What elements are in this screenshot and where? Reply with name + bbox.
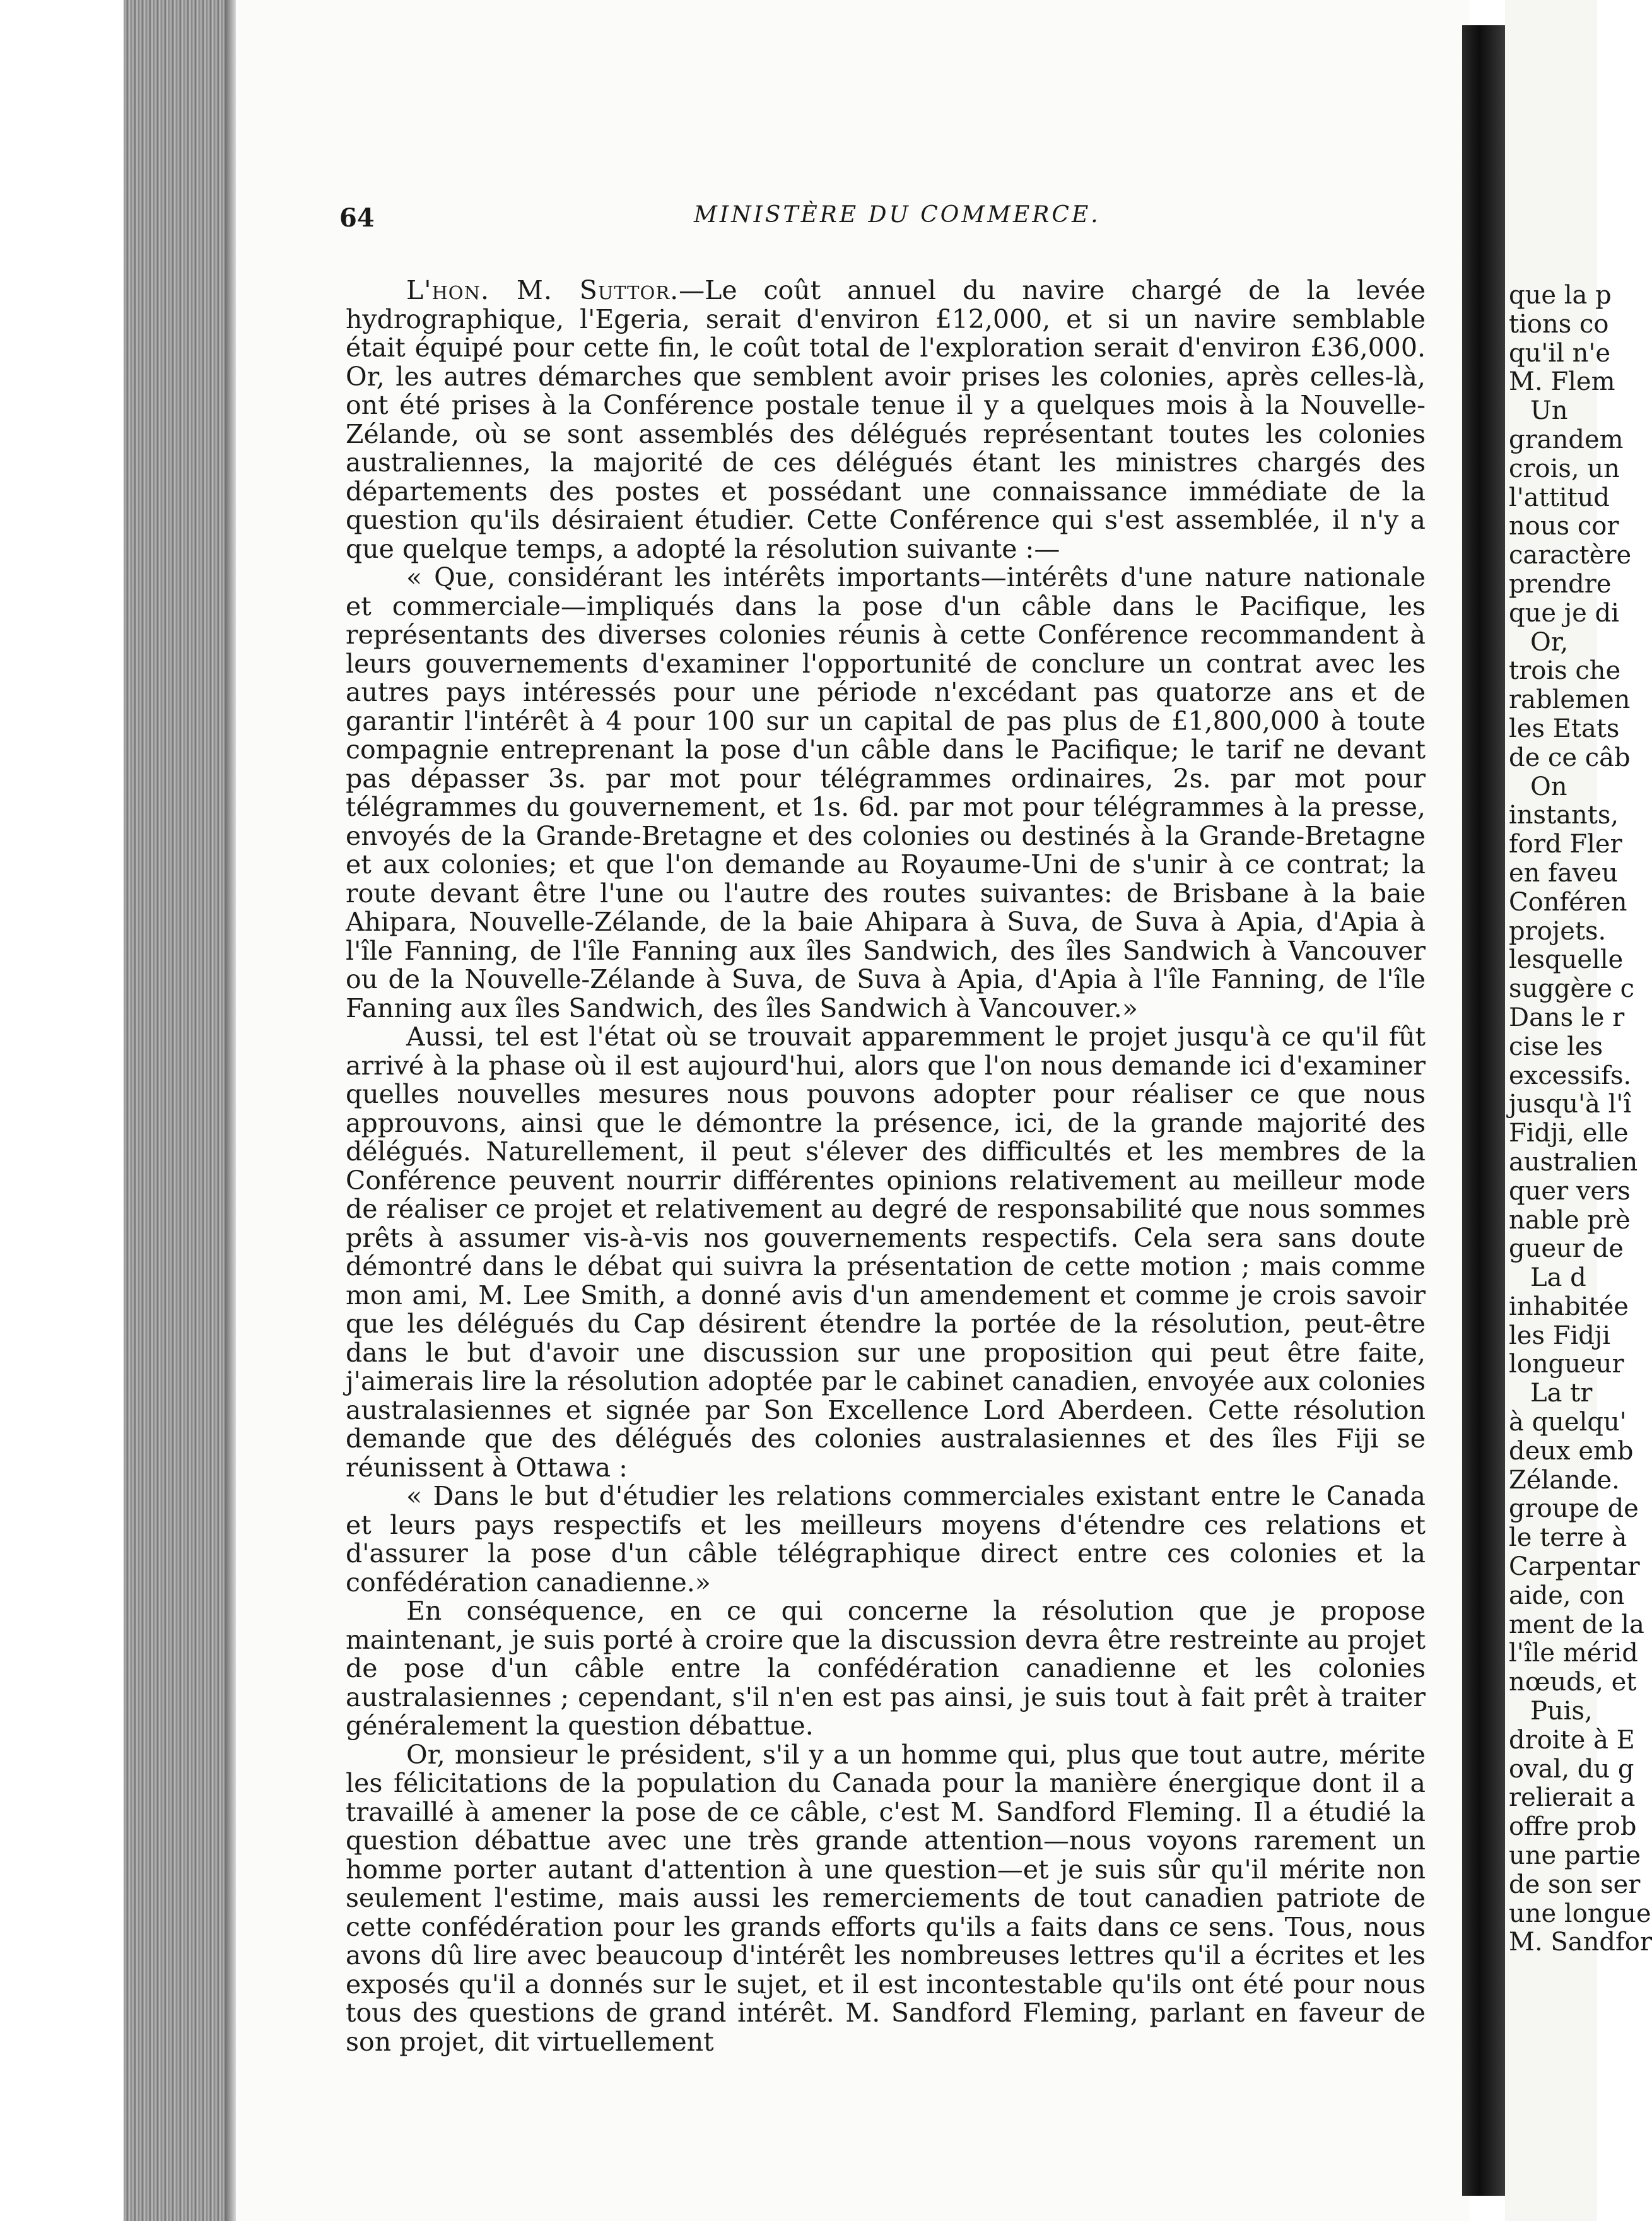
right-page-line: ment de la <box>1509 1610 1644 1639</box>
right-page-line: trois che <box>1509 656 1621 686</box>
paragraph-5: En conséquence, en ce qui concerne la résolution que je propose maintenant, je suis porté à croire que la discussion devra être restreinte au projet de pose d'un câble entre la confédération canadienne et les colonies australasiennes ; cependant, s'il n'en est pas ainsi, je suis tout à fait prêt à traiter généralement la question débattue. <box>346 1596 1426 1741</box>
speaker-name: L'hon. M. Suttor. <box>406 275 679 305</box>
right-page-line: cise les <box>1509 1032 1603 1061</box>
paragraph-1-text: —Le coût annuel du navire chargé de la levée hydrographique, l'Egeria, serait d'environ £12,000, et si un navire semblable était équipé pour cette fin, le coût total de l'exploration serait d'environ £36,000. Or, les autres démarches que semblent avoir prises les colonies, après celles-là, ont été prises à la Conférence postale tenue il y a quelques mois à la Nouvelle-Zélande, où se sont assemblés des délégués représentant toutes les colonies australiennes, la majorité de ces délégués étant les ministres chargés des départements des postes et possédant une connaissance immédiate de la question qu'ils désiraient étudier. Cette Conférence qui s'est assemblée, il n'y a que quelque temps, a adopté la résolution suivante :— <box>346 275 1426 564</box>
right-page-line: nœuds, et <box>1509 1668 1637 1697</box>
page-number: 64 <box>339 203 375 233</box>
right-page-line: nous cor <box>1509 512 1619 541</box>
right-page-line: grandem <box>1509 425 1624 454</box>
paragraph-1 <box>346 276 1426 563</box>
right-page-line: tions co <box>1509 309 1609 339</box>
right-page-line: prendre <box>1509 569 1612 599</box>
right-page-line: les Etats <box>1509 714 1620 743</box>
right-page-line: La d <box>1530 1263 1586 1293</box>
right-page-line: groupe de <box>1509 1494 1639 1524</box>
right-page-line: nable prè <box>1509 1205 1631 1235</box>
right-page-line: Carpentar <box>1509 1552 1640 1582</box>
right-page-line: que la p <box>1509 281 1612 310</box>
right-page-line: australien <box>1509 1147 1638 1177</box>
right-page-line: qu'il n'e <box>1509 338 1611 368</box>
right-page-line: à quelqu' <box>1509 1408 1627 1437</box>
right-page-line: une partie <box>1509 1841 1641 1871</box>
right-page-line: Puis, <box>1530 1697 1593 1726</box>
right-page-line: en faveu <box>1509 858 1618 888</box>
paragraph-6: Or, monsieur le président, s'il y a un homme qui, plus que tout autre, mérite les félicitations de la population du Canada pour la manière énergique dont il a travaillé à amener la pose de ce câble, c'est M. Sandford Fleming. Il a étudié la question débattue avec une très grande attention—nous voyons rarement un homme porter autant d'attention à une question—et je suis sûr qu'il mérite non seulement l'estime, mais aussi les remerciements de tout canadien patriote de cette confédération pour les grands efforts qu'ils a faits dans ce sens. Tous, nous avons dû lire avec beaucoup d'intérêt les nombreuses lettres qu'il a écrites et les exposés qu'il a donnés sur le sujet, et il est incontestable qu'ils ont été pour nous tous des questions de grand intérêt. M. Sandford Fleming, parlant en faveur de son projet, dit virtuellement <box>346 1739 1426 2057</box>
right-page-line: crois, un <box>1509 454 1620 483</box>
right-page-line: une longue <box>1509 1899 1651 1928</box>
right-page-line: le terre à <box>1509 1523 1627 1553</box>
right-page-line: ford Fler <box>1509 830 1622 859</box>
right-page-line: quer vers <box>1509 1176 1631 1206</box>
paragraph-3: Aussi, tel est l'état où se trouvait apparemment le projet jusqu'à ce qu'il fût arrivé à la phase où il est aujourd'hui, alors que l'on nous demande ici d'examiner quelles nouvelles mesures nous pouvons adopter pour réaliser ce que nous approuvons, ainsi que le démontre la présence, ici, de la grande majorité des délégués. Naturellement, il peut s'élever des difficultés et les membres de la Conférence peuvent nourrir différentes opinions relativement au meilleur mode de réaliser ce projet et relativement au degré de responsabilité que nous sommes prêts à assumer vis-à-vis nos gouvernements respectifs. Cela sera sans doute démontré dans le débat qui suivra la présentation de cette motion ; mais comme mon ami, M. Lee Smith, a donné avis d'un amendement et comme je crois savoir que les délégués du Cap désirent étendre la portée de la résolution, peut-être dans le but d'avoir une discussion sur une proposition qui peut être faite, j'aimerais lire la résolution adoptée par le cabinet canadien, envoyée aux colonies australasiennes et signée par Son Excellence Lord Aberdeen. Cette résolution demande que des délégués des colonies australasiennes et des îles Fiji se réunissent à Ottawa : <box>346 1022 1426 1483</box>
resolution-quote-1: « Que, considérant les intérêts importants—intérêts d'une nature nationale et commerciale—impliqués dans la pose d'un câble dans le Pacifique, les représentants des diverses colonies réunis à cette Conférence recommandent à leurs gouvernements d'examiner l'opportunité de conclure un contrat avec les autres pays intéressés pour une période n'excédant pas quatorze ans et de garantir l'intérêt à 4 pour 100 sur un capital de pas plus de £1,800,000 à toute compagnie entreprenant la pose d'un câble dans le Pacifique; le tarif ne devant pas dépasser 3s. par mot pour télégrammes ordinaires, 2s. par mot pour télégrammes du gouvernement, et 1s. 6d. par mot pour télégrammes à la presse, envoyés de la Grande-Bretagne et des colonies ou destinés à la Grande-Bretagne et aux colonies; et que l'on demande au Royaume-Uni de s'unir à ce contrat; la route devant être l'une ou l'autre des routes suivantes: de Brisbane à la baie Ahipara, Nouvelle-Zélande, de la baie Ahipara à Suva, de Suva à Apia, d'Apia à l'île Fanning, de l'île Fanning aux îles Sandwich, des îles Sandwich à Vancouver ou de la Nouvelle-Zélande à Suva, de Suva à Apia, d'Apia à l'île Fanning, de l'île Fanning aux îles Sandwich, des îles Sandwich à Vancouver.» <box>346 562 1426 1023</box>
right-page-line: caractère <box>1509 541 1632 570</box>
right-page-line: excessifs. <box>1509 1061 1632 1090</box>
right-page-line: l'île mérid <box>1509 1639 1638 1668</box>
right-page-line: deux emb <box>1509 1436 1634 1466</box>
right-page-line: Zélande. <box>1509 1465 1620 1495</box>
right-page-line: On <box>1530 772 1567 801</box>
right-page-line: lesquelle <box>1509 945 1624 975</box>
right-page-line: longueur <box>1509 1350 1624 1379</box>
right-page-line: jusqu'à l'î <box>1509 1090 1632 1119</box>
right-page-line: que je di <box>1509 598 1619 628</box>
right-page-line: de son ser <box>1509 1870 1641 1899</box>
book-page-edges <box>124 0 225 2221</box>
right-page-line: l'attitud <box>1509 483 1610 512</box>
right-page-line: rablemen <box>1509 685 1631 715</box>
right-page-line: M. Sandfor <box>1509 1928 1652 1957</box>
book-gutter <box>1462 25 1505 2196</box>
running-head: MINISTÈRE DU COMMERCE. <box>694 202 1101 228</box>
right-page-line: M. Flem <box>1509 367 1615 397</box>
right-page-line: Fidji, elle <box>1509 1119 1629 1148</box>
right-page-line: relierait a <box>1509 1783 1636 1813</box>
right-page-line: droite à E <box>1509 1725 1635 1755</box>
right-page-line: inhabitée <box>1509 1292 1629 1321</box>
right-page-line: instants, <box>1509 801 1619 830</box>
right-page-text <box>1509 281 1652 1957</box>
right-page-line: Or, <box>1530 627 1569 657</box>
resolution-quote-2: « Dans le but d'étudier les relations commerciales existant entre le Canada et leurs pays respectifs et les meilleurs moyens d'étendre ces relations et d'assurer la pose d'un câble télégraphique direct entre ces colonies et la confédération canadienne.» <box>346 1481 1426 1598</box>
right-page-line: Conféren <box>1509 887 1627 917</box>
right-page-line: suggère c <box>1509 974 1635 1004</box>
right-page-line: La tr <box>1530 1379 1593 1408</box>
right-page-line: Dans le r <box>1509 1003 1625 1032</box>
right-page-line: les Fidji <box>1509 1321 1611 1350</box>
right-page-line: aide, con <box>1509 1581 1625 1610</box>
right-page-line: Un <box>1530 396 1568 426</box>
right-page-line: offre prob <box>1509 1812 1637 1842</box>
right-page-line: oval, du g <box>1509 1754 1634 1784</box>
scan-margin <box>0 0 124 2221</box>
right-page-line: de ce câb <box>1509 743 1631 772</box>
right-page-line: gueur de <box>1509 1234 1624 1264</box>
body-text <box>346 276 1426 2056</box>
right-page-line: projets. <box>1509 916 1607 946</box>
page-edge-shadow <box>225 0 236 2221</box>
